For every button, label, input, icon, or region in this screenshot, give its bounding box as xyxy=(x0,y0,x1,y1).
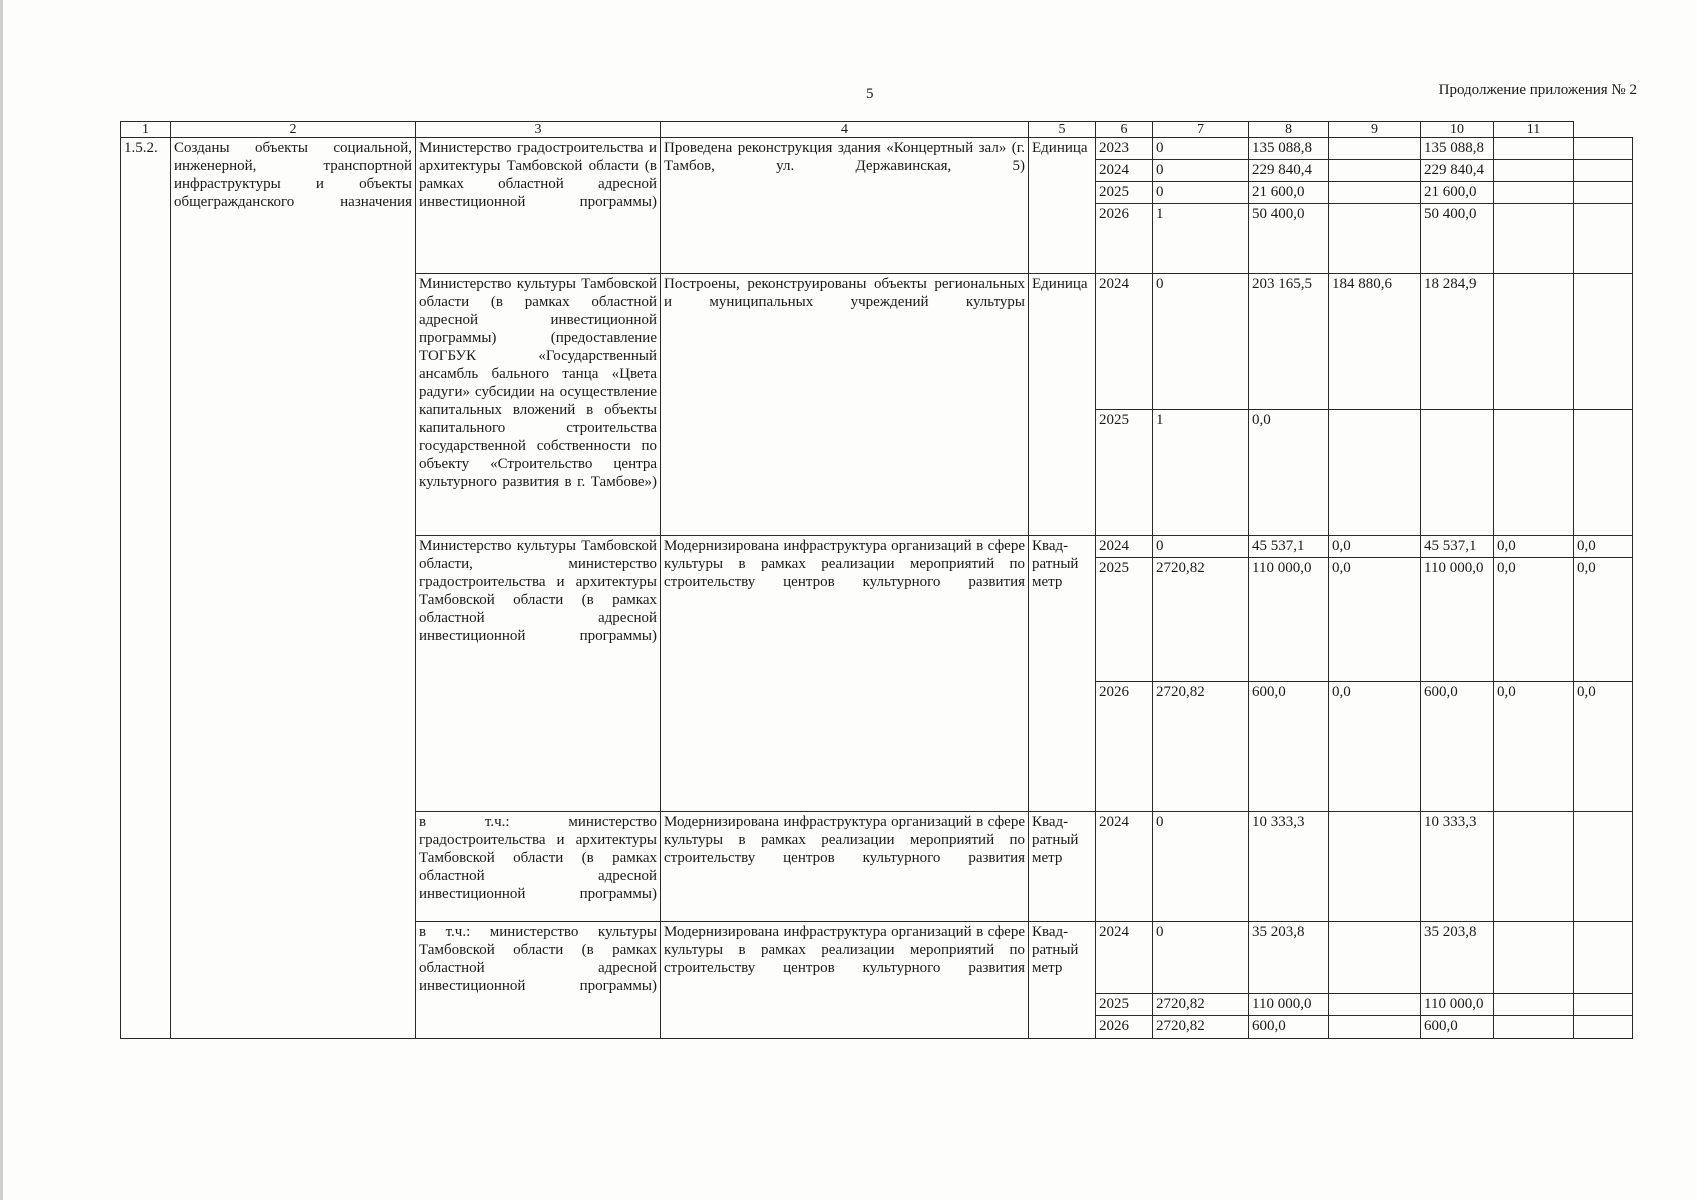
cell-c10: 0,0 xyxy=(1494,558,1574,682)
cell-year: 2026 xyxy=(1096,682,1153,812)
unit-text: Квад-ратный метр xyxy=(1029,812,1096,922)
cell-year: 2024 xyxy=(1096,160,1153,182)
executor-text: в т.ч.: министерство культуры Тамбовской области (в рамках областной адресной инвестиционной программы) xyxy=(416,922,661,1039)
cell-c9: 110 000,0 xyxy=(1421,558,1494,682)
cell-c10 xyxy=(1494,1016,1574,1039)
cell-c9: 600,0 xyxy=(1421,1016,1494,1039)
cell-c8 xyxy=(1329,922,1421,994)
cell-c9: 50 400,0 xyxy=(1421,204,1494,274)
cell-qty: 2720,82 xyxy=(1153,558,1249,682)
program-table xyxy=(120,121,1633,1039)
cell-c8 xyxy=(1329,812,1421,922)
cell-c11 xyxy=(1574,1016,1633,1039)
cell-qty: 1 xyxy=(1153,204,1249,274)
cell-c8: 0,0 xyxy=(1329,558,1421,682)
cell-c11 xyxy=(1574,922,1633,994)
column-number: 1 xyxy=(121,122,171,138)
cell-year: 2025 xyxy=(1096,558,1153,682)
cell-c9: 600,0 xyxy=(1421,682,1494,812)
cell-c11: 0,0 xyxy=(1574,558,1633,682)
unit-text: Квад-ратный метр xyxy=(1029,536,1096,812)
cell-qty: 0 xyxy=(1153,536,1249,558)
cell-total: 229 840,4 xyxy=(1249,160,1329,182)
cell-c8 xyxy=(1329,160,1421,182)
cell-c9: 21 600,0 xyxy=(1421,182,1494,204)
cell-qty: 0 xyxy=(1153,138,1249,160)
cell-c10 xyxy=(1494,922,1574,994)
cell-c10 xyxy=(1494,994,1574,1016)
column-number: 5 xyxy=(1029,122,1096,138)
cell-total: 110 000,0 xyxy=(1249,994,1329,1016)
cell-c9: 229 840,4 xyxy=(1421,160,1494,182)
cell-c9: 18 284,9 xyxy=(1421,274,1494,410)
cell-c9: 110 000,0 xyxy=(1421,994,1494,1016)
unit-text: Единица xyxy=(1029,274,1096,536)
cell-qty: 2720,82 xyxy=(1153,994,1249,1016)
result-text: Модернизирована инфраструктура организаций в сфере культуры в рамках реализации мероприятий по строительству центров культурного развития xyxy=(661,922,1029,1039)
cell-total: 600,0 xyxy=(1249,1016,1329,1039)
column-number: 11 xyxy=(1494,122,1574,138)
scan-edge xyxy=(0,0,3,1200)
cell-c10 xyxy=(1494,274,1574,410)
result-text: Модернизирована инфраструктура организаций в сфере культуры в рамках реализации мероприятий по строительству центров культурного развития xyxy=(661,536,1029,812)
cell-c11 xyxy=(1574,274,1633,410)
cell-total: 110 000,0 xyxy=(1249,558,1329,682)
cell-c10 xyxy=(1494,160,1574,182)
column-number-row xyxy=(121,122,1633,138)
cell-year: 2026 xyxy=(1096,204,1153,274)
column-number: 8 xyxy=(1249,122,1329,138)
cell-c8 xyxy=(1329,410,1421,536)
cell-total: 10 333,3 xyxy=(1249,812,1329,922)
cell-c10 xyxy=(1494,182,1574,204)
result-text: Проведена реконструкция здания «Концертный зал» (г. Тамбов, ул. Державинская, 5) xyxy=(661,138,1029,274)
executor-text: Министерство культуры Тамбовской области (в рамках областной адресной инвестиционной программы) (предоставление ТОГБУК «Государственный ансамбль бального танца «Цвета радуги» субсидии на осуществление капитальных вложений в объекты капитального строительства государственной собственности по объекту «Строительство центра культурного развития в г. Тамбове») xyxy=(416,274,661,536)
cell-qty: 0 xyxy=(1153,182,1249,204)
column-number: 10 xyxy=(1421,122,1494,138)
cell-c8 xyxy=(1329,138,1421,160)
result-text: Построены, реконструированы объекты региональных и муниципальных учреждений культуры xyxy=(661,274,1029,536)
cell-year: 2024 xyxy=(1096,812,1153,922)
cell-qty: 2720,82 xyxy=(1153,1016,1249,1039)
cell-c10: 0,0 xyxy=(1494,536,1574,558)
item-code: 1.5.2. xyxy=(121,138,171,1039)
cell-total: 21 600,0 xyxy=(1249,182,1329,204)
executor-text: Министерство градостроительства и архитектуры Тамбовской области (в рамках областной адресной инвестиционной программы) xyxy=(416,138,661,274)
cell-c9: 35 203,8 xyxy=(1421,922,1494,994)
cell-c10 xyxy=(1494,812,1574,922)
result-text: Модернизирована инфраструктура организаций в сфере культуры в рамках реализации мероприятий по строительству центров культурного развития xyxy=(661,812,1029,922)
cell-c9: 45 537,1 xyxy=(1421,536,1494,558)
cell-c10 xyxy=(1494,410,1574,536)
cell-c10 xyxy=(1494,138,1574,160)
page-number: 5 xyxy=(866,86,874,102)
cell-total: 45 537,1 xyxy=(1249,536,1329,558)
cell-c9: 135 088,8 xyxy=(1421,138,1494,160)
cell-year: 2025 xyxy=(1096,994,1153,1016)
cell-year: 2026 xyxy=(1096,1016,1153,1039)
table-row xyxy=(121,138,1633,160)
cell-c9: 10 333,3 xyxy=(1421,812,1494,922)
column-number: 4 xyxy=(661,122,1029,138)
cell-total: 35 203,8 xyxy=(1249,922,1329,994)
cell-c11 xyxy=(1574,138,1633,160)
cell-year: 2025 xyxy=(1096,410,1153,536)
cell-year: 2023 xyxy=(1096,138,1153,160)
cell-qty: 0 xyxy=(1153,160,1249,182)
cell-c10: 0,0 xyxy=(1494,682,1574,812)
unit-text: Единица xyxy=(1029,138,1096,274)
cell-c11: 0,0 xyxy=(1574,682,1633,812)
column-number: 3 xyxy=(416,122,661,138)
cell-c8 xyxy=(1329,182,1421,204)
cell-c11 xyxy=(1574,994,1633,1016)
goal-text: Созданы объекты социальной, инженерной, транспортной инфраструктуры и объекты общегражданского назначения xyxy=(171,138,416,1039)
cell-qty: 1 xyxy=(1153,410,1249,536)
cell-c10 xyxy=(1494,204,1574,274)
cell-c11 xyxy=(1574,812,1633,922)
cell-c8 xyxy=(1329,994,1421,1016)
cell-c11 xyxy=(1574,160,1633,182)
executor-text: Министерство культуры Тамбовской области, министерство градостроительства и архитектуры Тамбовской области (в рамках областной адресной инвестиционной программы) xyxy=(416,536,661,812)
cell-year: 2024 xyxy=(1096,274,1153,410)
cell-c8: 0,0 xyxy=(1329,682,1421,812)
cell-c8 xyxy=(1329,204,1421,274)
cell-c11 xyxy=(1574,204,1633,274)
column-number: 6 xyxy=(1096,122,1153,138)
cell-total: 203 165,5 xyxy=(1249,274,1329,410)
cell-c11: 0,0 xyxy=(1574,536,1633,558)
cell-qty: 0 xyxy=(1153,274,1249,410)
cell-qty: 0 xyxy=(1153,812,1249,922)
cell-qty: 0 xyxy=(1153,922,1249,994)
unit-text: Квад-ратный метр xyxy=(1029,922,1096,1039)
cell-c9 xyxy=(1421,410,1494,536)
cell-total: 600,0 xyxy=(1249,682,1329,812)
executor-text: в т.ч.: министерство градостроительства и архитектуры Тамбовской области (в рамках областной адресной инвестиционной программы) xyxy=(416,812,661,922)
cell-c11 xyxy=(1574,410,1633,536)
appendix-note: Продолжение приложения № 2 xyxy=(1438,82,1637,98)
column-number: 7 xyxy=(1153,122,1249,138)
cell-c8: 0,0 xyxy=(1329,536,1421,558)
cell-c11 xyxy=(1574,182,1633,204)
column-number: 9 xyxy=(1329,122,1421,138)
cell-year: 2024 xyxy=(1096,922,1153,994)
cell-total: 50 400,0 xyxy=(1249,204,1329,274)
cell-c8: 184 880,6 xyxy=(1329,274,1421,410)
cell-total: 135 088,8 xyxy=(1249,138,1329,160)
column-number: 2 xyxy=(171,122,416,138)
cell-year: 2024 xyxy=(1096,536,1153,558)
cell-year: 2025 xyxy=(1096,182,1153,204)
cell-c8 xyxy=(1329,1016,1421,1039)
cell-total: 0,0 xyxy=(1249,410,1329,536)
cell-qty: 2720,82 xyxy=(1153,682,1249,812)
